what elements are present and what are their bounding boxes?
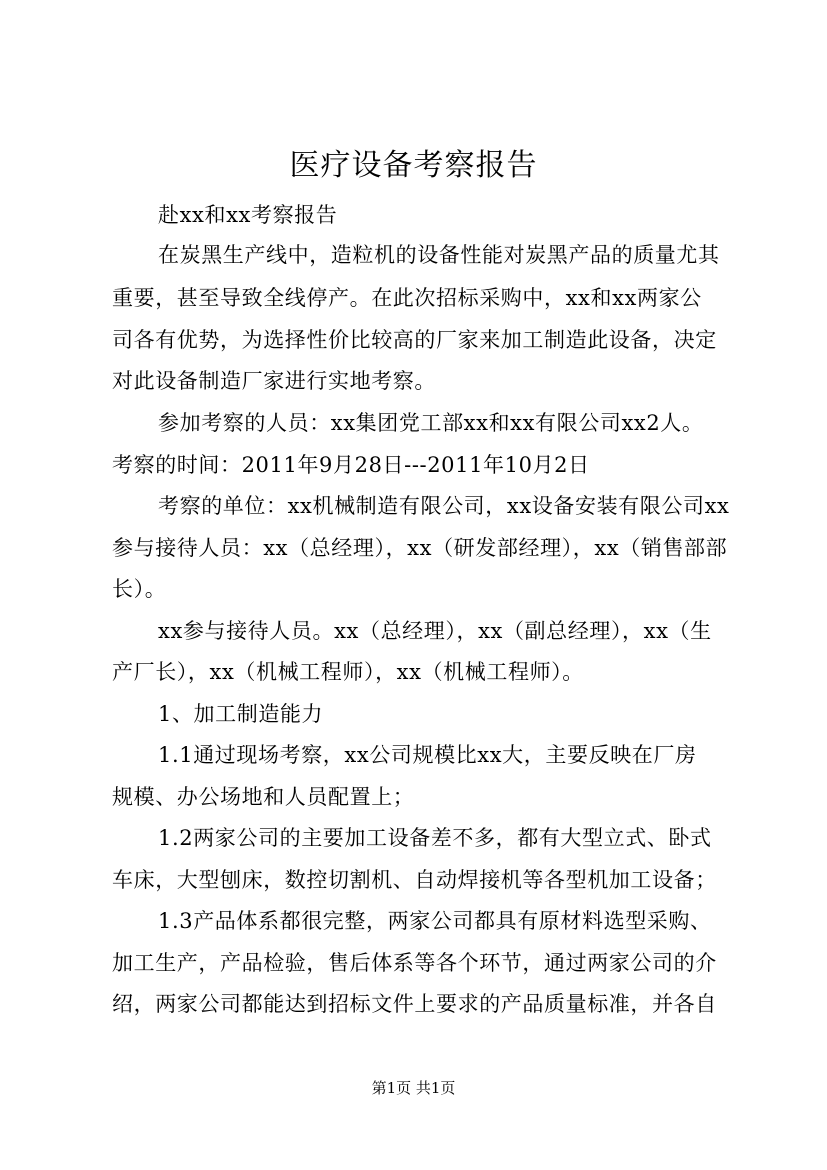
paragraph-line: 车床，大型刨床，数控切割机、自动焊接机等各型机加工设备； — [112, 868, 717, 892]
page-footer: 第1页 共1页 — [371, 1079, 456, 1097]
paragraph-line: 长）。 — [112, 577, 167, 601]
paragraph-line: 赴xx和xx考察报告 — [158, 203, 338, 227]
paragraph-line: 参加考察的人员：xx集团党工部xx和xx有限公司xx2人。 — [158, 411, 704, 435]
paragraph-line: 对此设备制造厂家进行实地考察。 — [112, 369, 436, 393]
paragraph-line: 规模、办公场地和人员配置上； — [112, 785, 415, 809]
paragraph-line: 在炭黑生产线中，造粒机的设备性能对炭黑产品的质量尤其 — [158, 243, 720, 267]
paragraph-line: 1.1通过现场考察，xx公司规模比xx大，主要反映在厂房 — [158, 743, 697, 767]
paragraph-line: 考察的单位：xx机械制造有限公司，xx设备安装有限公司xx — [158, 494, 730, 518]
paragraph-line: 加工生产，产品检验，售后体系等各个环节，通过两家公司的介 — [112, 951, 717, 975]
paragraph-line: 考察的时间：2011年9月28日---2011年10月2日 — [112, 453, 590, 477]
paragraph-line: xx参与接待人员。xx（总经理），xx（副总经理），xx（生 — [158, 619, 712, 643]
paragraph-line: 绍，两家公司都能达到招标文件上要求的产品质量标准，并各自 — [112, 992, 717, 1016]
paragraph-line: 司各有优势，为选择性价比较高的厂家来加工制造此设备，决定 — [112, 328, 717, 352]
document-title: 医疗设备考察报告 — [289, 148, 538, 183]
paragraph-line: 1.2两家公司的主要加工设备差不多，都有大型立式、卧式 — [158, 826, 712, 850]
paragraph-line: 产厂长），xx（机械工程师），xx（机械工程师）。 — [112, 660, 584, 684]
paragraph-line: 1.3产品体系都很完整，两家公司都具有原材料选型采购、 — [158, 909, 712, 933]
paragraph-line: 参与接待人员：xx（总经理），xx（研发部经理），xx（销售部部 — [112, 536, 728, 560]
paragraph-line: 重要，甚至导致全线停产。在此次招标采购中，xx和xx两家公 — [112, 286, 702, 310]
paragraph-line: 1、加工制造能力 — [158, 702, 324, 726]
